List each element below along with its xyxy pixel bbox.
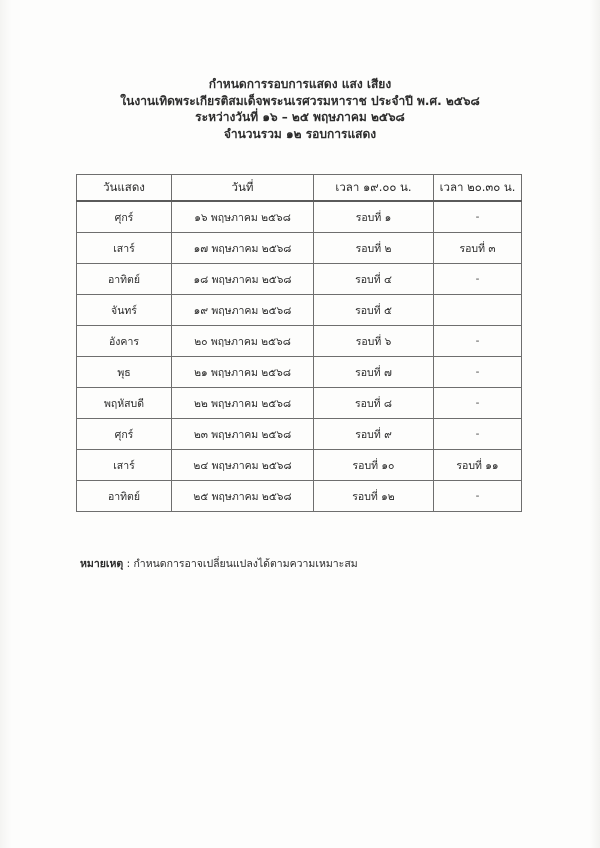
table-row bbox=[77, 450, 522, 481]
cell-date: ๑๗ พฤษภาคม ๒๕๖๘ bbox=[172, 233, 314, 264]
cell-show-1900: รอบที่ ๕ bbox=[314, 295, 434, 326]
cell-date: ๒๔ พฤษภาคม ๒๕๖๘ bbox=[172, 450, 314, 481]
title-line-3: ระหว่างวันที่ ๑๖ – ๒๕ พฤษภาคม ๒๕๖๘ bbox=[195, 110, 405, 124]
cell-show-2030: - bbox=[434, 419, 522, 450]
table-row bbox=[77, 326, 522, 357]
title-block bbox=[0, 76, 600, 142]
cell-show-1900: รอบที่ ๑๐ bbox=[314, 450, 434, 481]
cell-show-2030: - bbox=[434, 326, 522, 357]
footnote bbox=[80, 555, 358, 572]
cell-show-2030: - bbox=[434, 481, 522, 512]
cell-day: อาทิตย์ bbox=[77, 264, 172, 295]
cell-date: ๑๖ พฤษภาคม ๒๕๖๘ bbox=[172, 201, 314, 233]
table-row bbox=[77, 357, 522, 388]
schedule-table bbox=[76, 174, 522, 512]
cell-day: จันทร์ bbox=[77, 295, 172, 326]
cell-show-1900: รอบที่ ๑๒ bbox=[314, 481, 434, 512]
table-row bbox=[77, 264, 522, 295]
header-date: วันที่ bbox=[172, 175, 314, 202]
cell-show-2030: รอบที่ ๓ bbox=[434, 233, 522, 264]
table-row bbox=[77, 233, 522, 264]
cell-day: พุธ bbox=[77, 357, 172, 388]
cell-show-2030: - bbox=[434, 201, 522, 233]
note-text: : กำหนดการอาจเปลี่ยนแปลงได้ตามความเหมาะสม bbox=[123, 558, 358, 570]
cell-show-2030: - bbox=[434, 264, 522, 295]
cell-show-1900: รอบที่ ๖ bbox=[314, 326, 434, 357]
cell-show-1900: รอบที่ ๘ bbox=[314, 388, 434, 419]
cell-show-1900: รอบที่ ๒ bbox=[314, 233, 434, 264]
cell-show-1900: รอบที่ ๗ bbox=[314, 357, 434, 388]
header-time-1900: เวลา ๑๙.๐๐ น. bbox=[314, 175, 434, 202]
cell-day: เสาร์ bbox=[77, 233, 172, 264]
header-time-2030: เวลา ๒๐.๓๐ น. bbox=[434, 175, 522, 202]
cell-date: ๒๑ พฤษภาคม ๒๕๖๘ bbox=[172, 357, 314, 388]
title-line-4: จำนวนรวม ๑๒ รอบการแสดง bbox=[223, 126, 377, 141]
cell-show-2030: - bbox=[434, 357, 522, 388]
cell-show-2030: - bbox=[434, 388, 522, 419]
cell-date: ๑๘ พฤษภาคม ๒๕๖๘ bbox=[172, 264, 314, 295]
cell-show-1900: รอบที่ ๙ bbox=[314, 419, 434, 450]
cell-date: ๒๐ พฤษภาคม ๒๕๖๘ bbox=[172, 326, 314, 357]
header-day: วันแสดง bbox=[77, 175, 172, 202]
cell-date: ๑๙ พฤษภาคม ๒๕๖๘ bbox=[172, 295, 314, 326]
table-header-row bbox=[77, 175, 522, 202]
cell-date: ๒๓ พฤษภาคม ๒๕๖๘ bbox=[172, 419, 314, 450]
cell-show-1900: รอบที่ ๔ bbox=[314, 264, 434, 295]
cell-day: ศุกร์ bbox=[77, 201, 172, 233]
cell-show-2030 bbox=[434, 295, 522, 326]
cell-day: เสาร์ bbox=[77, 450, 172, 481]
cell-date: ๒๒ พฤษภาคม ๒๕๖๘ bbox=[172, 388, 314, 419]
note-label: หมายเหตุ bbox=[80, 558, 124, 570]
table-row bbox=[77, 295, 522, 326]
title-line-1: กำหนดการรอบการแสดง แสง เสียง bbox=[208, 77, 392, 91]
title-line-2: ในงานเทิดพระเกียรติสมเด็จพระนเรศวรมหาราช ประจำปี พ.ศ. ๒๕๖๘ bbox=[120, 93, 480, 108]
cell-date: ๒๕ พฤษภาคม ๒๕๖๘ bbox=[172, 481, 314, 512]
cell-day: ศุกร์ bbox=[77, 419, 172, 450]
cell-day: อังคาร bbox=[77, 326, 172, 357]
table-row bbox=[77, 419, 522, 450]
cell-show-2030: รอบที่ ๑๑ bbox=[434, 450, 522, 481]
table-row bbox=[77, 388, 522, 419]
cell-day: อาทิตย์ bbox=[77, 481, 172, 512]
table-row bbox=[77, 201, 522, 233]
cell-day: พฤหัสบดี bbox=[77, 388, 172, 419]
table-row bbox=[77, 481, 522, 512]
cell-show-1900: รอบที่ ๑ bbox=[314, 201, 434, 233]
